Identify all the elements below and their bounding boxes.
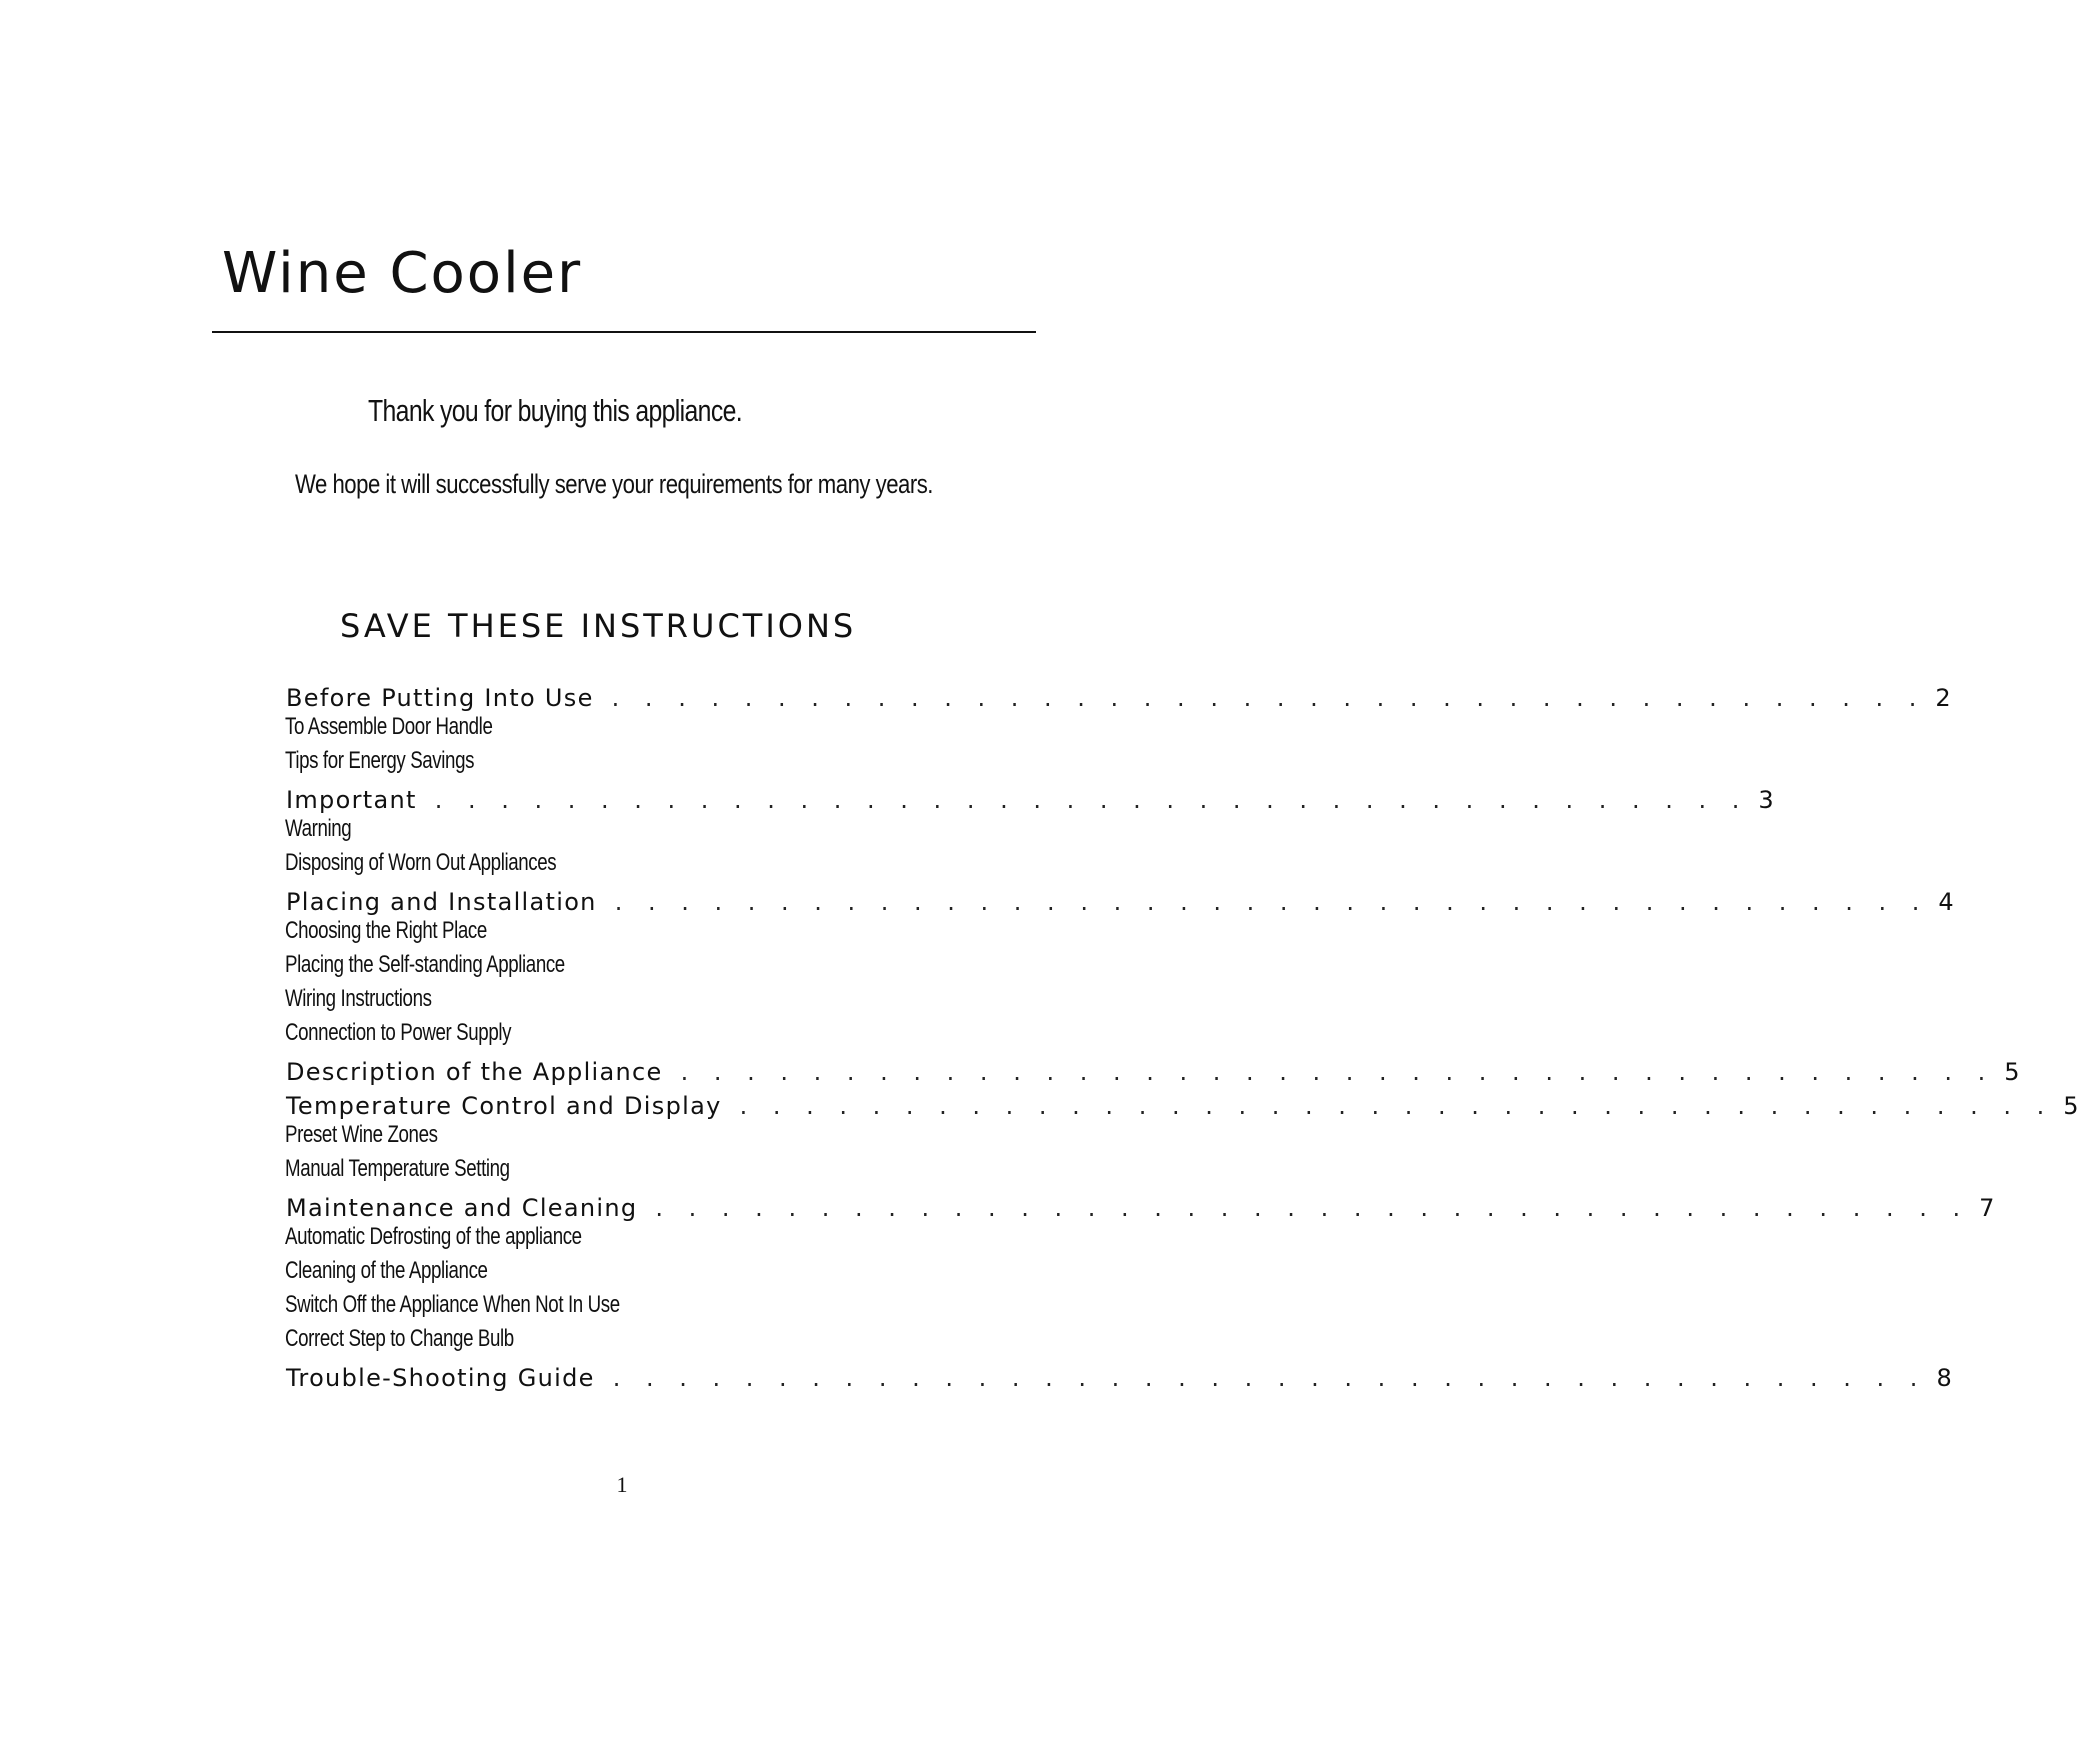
toc-entry-title: Temperature Control and Display (286, 1092, 722, 1120)
toc-entry-trouble-shooting-guide (286, 1356, 1954, 1392)
toc-page-number: 3 (1758, 786, 1775, 814)
toc-subentry: Automatic Defrosting of the appliance (285, 1223, 582, 1250)
toc-subentry: Tips for Energy Savings (285, 747, 475, 774)
thank-you-line: Thank you for buying this appliance. (368, 393, 743, 428)
toc-dot-leader: . . . . . . . . . . . . . . . . . . . . . . . . . . . . . . . . . . . . . . . . (612, 1364, 1927, 1392)
toc-subentry: Warning (285, 815, 352, 842)
toc-entry-temperature-control-and-display (286, 1084, 2080, 1120)
save-instructions-heading: SAVE THESE INSTRUCTIONS (340, 607, 857, 645)
toc-dot-leader: . . . . . . . . . . . . . . . . . . . . . . . . . . . . . . . . . . . . . . . . (655, 1194, 1970, 1222)
page-number: 1 (616, 1472, 628, 1497)
hope-line: We hope it will successfully serve your requirements for many years. (295, 469, 933, 499)
toc-entry-title: Description of the Appliance (286, 1058, 663, 1086)
toc-subentry: Placing the Self-standing Appliance (285, 951, 565, 978)
toc-subentry: Cleaning of the Appliance (285, 1257, 488, 1284)
toc-subentry: Disposing of Worn Out Appliances (285, 849, 557, 876)
toc-entry-title: Important (286, 786, 417, 814)
toc-subentry: Wiring Instructions (285, 985, 432, 1012)
toc-entry-important (286, 778, 1775, 814)
toc-entry-maintenance-and-cleaning (286, 1186, 1996, 1222)
toc-page-number: 7 (1979, 1194, 1996, 1222)
toc-dot-leader: . . . . . . . . . . . . . . . . . . . . . . . . . . . . . . . . . . . . . . . . (611, 684, 1926, 712)
toc-dot-leader: . . . . . . . . . . . . . . . . . . . . . . . . . . . . . . . . . . . . . . . . (614, 888, 1929, 916)
toc-page-number: 2 (1935, 684, 1952, 712)
toc-entry-placing-and-installation (286, 880, 1955, 916)
toc-entry-before-putting-into-use (286, 676, 1952, 712)
toc-dot-leader: . . . . . . . . . . . . . . . . . . . . . . . . . . . . . . . . . . . . . . . . (680, 1058, 1995, 1086)
toc-dot-leader: . . . . . . . . . . . . . . . . . . . . . . . . . . . . . . . . . . . . . . . . (739, 1092, 2054, 1120)
document-title: Wine Cooler (222, 241, 583, 306)
toc-entry-title: Maintenance and Cleaning (286, 1194, 638, 1222)
toc-entry-description-of-the-appliance (286, 1050, 2021, 1086)
toc-subentry: Preset Wine Zones (285, 1121, 438, 1148)
title-underline (212, 331, 1036, 333)
toc-subentry: To Assemble Door Handle (285, 713, 493, 740)
toc-page-number: 8 (1936, 1364, 1954, 1392)
toc-entry-title: Trouble-Shooting Guide (286, 1364, 595, 1392)
toc-subentry: Choosing the Right Place (285, 917, 487, 944)
toc-dot-leader: . . . . . . . . . . . . . . . . . . . . . . . . . . . . . . . . . . . . . . . . (434, 786, 1749, 814)
toc-subentry: Manual Temperature Setting (285, 1155, 510, 1182)
toc-subentry: Correct Step to Change Bulb (285, 1325, 514, 1352)
toc-entry-title: Before Putting Into Use (286, 684, 594, 712)
toc-page-number: 5 (2004, 1058, 2021, 1086)
toc-page-number: 5 (2063, 1092, 2080, 1120)
toc-entry-title: Placing and Installation (286, 888, 597, 916)
toc-subentry: Connection to Power Supply (285, 1019, 512, 1046)
toc-subentry: Switch Off the Appliance When Not In Use (285, 1291, 620, 1318)
toc-page-number: 4 (1938, 888, 1955, 916)
